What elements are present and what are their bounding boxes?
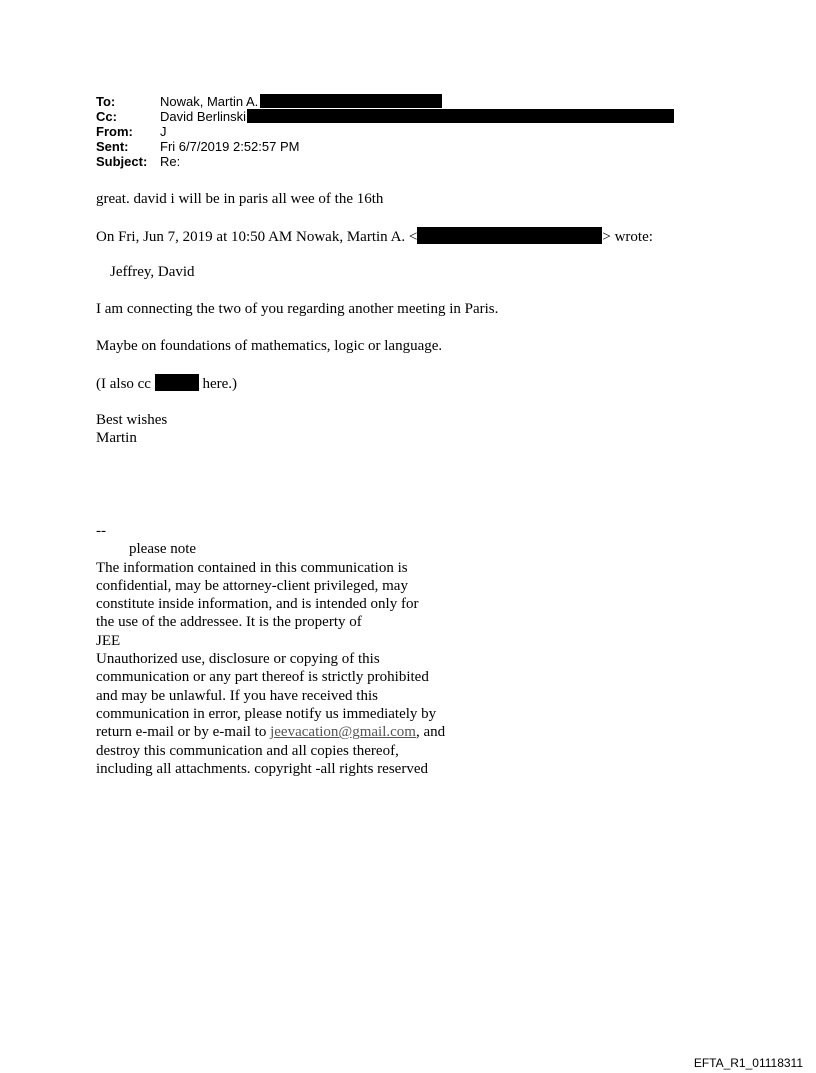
redaction-box [247,109,674,123]
footer-line: JEE [96,632,121,649]
bates-number: EFTA_R1_01118311 [693,1056,803,1070]
quote-intro-suffix: > wrote: [602,229,653,245]
footer-line: and may be unlawful. If you have received this [96,687,378,704]
from-row [96,124,674,139]
confidentiality-footer [96,522,445,778]
email-header [96,94,674,169]
from-value: J [160,124,167,139]
paragraph-2: Maybe on foundations of mathematics, logic or language. [96,338,443,354]
footer-line: constitute inside information, and is intended only for [96,596,419,613]
to-value: Nowak, Martin A. [160,94,259,109]
footer-line: the use of the addressee. It is the property of [96,614,362,631]
return-suffix: , and [415,724,446,741]
paragraph-1: I am connecting the two of you regarding another meeting in Paris. [96,301,499,317]
sent-row [96,139,674,154]
signature: Martin [96,430,137,446]
reply-line: great. david i will be in paris all wee of the 16th [96,191,384,207]
footer-line: communication in error, please notify us immediately by [96,705,437,722]
sent-label: Sent: [96,139,129,154]
redaction-box [155,374,199,391]
cc-value: David Berlinski [160,109,246,124]
footer-dashes: -- [96,523,106,539]
subject-row [96,154,674,169]
para3-suffix: here.) [198,376,238,392]
subject-value: Re: [160,154,181,169]
quote-intro-prefix: On Fri, Jun 7, 2019 at 10:50 AM Nowak, Martin A. < [96,229,418,245]
cc-label: Cc: [96,109,117,124]
footer-line: The information contained in this communication is [96,559,408,576]
footer-note: please note [129,541,197,558]
from-label: From: [96,124,133,139]
closing: Best wishes [96,412,168,428]
footer-line: Unauthorized use, disclosure or copying of this [96,651,380,668]
footer-line: destroy this communication and all copies thereof, [96,742,399,759]
email-link[interactable]: jeevacation@gmail.com [270,724,416,741]
to-row [96,94,674,109]
footer-line: confidential, may be attorney-client privileged, may [96,577,408,594]
greeting: Jeffrey, David [110,264,195,280]
redaction-box [260,94,442,108]
footer-line-with-link [96,723,445,741]
subject-label: Subject: [96,154,148,169]
redaction-box [417,227,602,244]
sent-value: Fri 6/7/2019 2:52:57 PM [160,139,300,154]
cc-row [96,109,674,124]
quote-intro [96,227,653,246]
footer-line: communication or any part thereof is strictly prohibited [96,669,429,686]
to-label: To: [96,94,116,109]
footer-line: including all attachments. copyright -all rights reserved [96,760,428,777]
para3-prefix: (I also cc [96,376,155,392]
return-prefix: return e-mail or by e-mail to [96,724,271,741]
paragraph-3 [96,374,237,393]
